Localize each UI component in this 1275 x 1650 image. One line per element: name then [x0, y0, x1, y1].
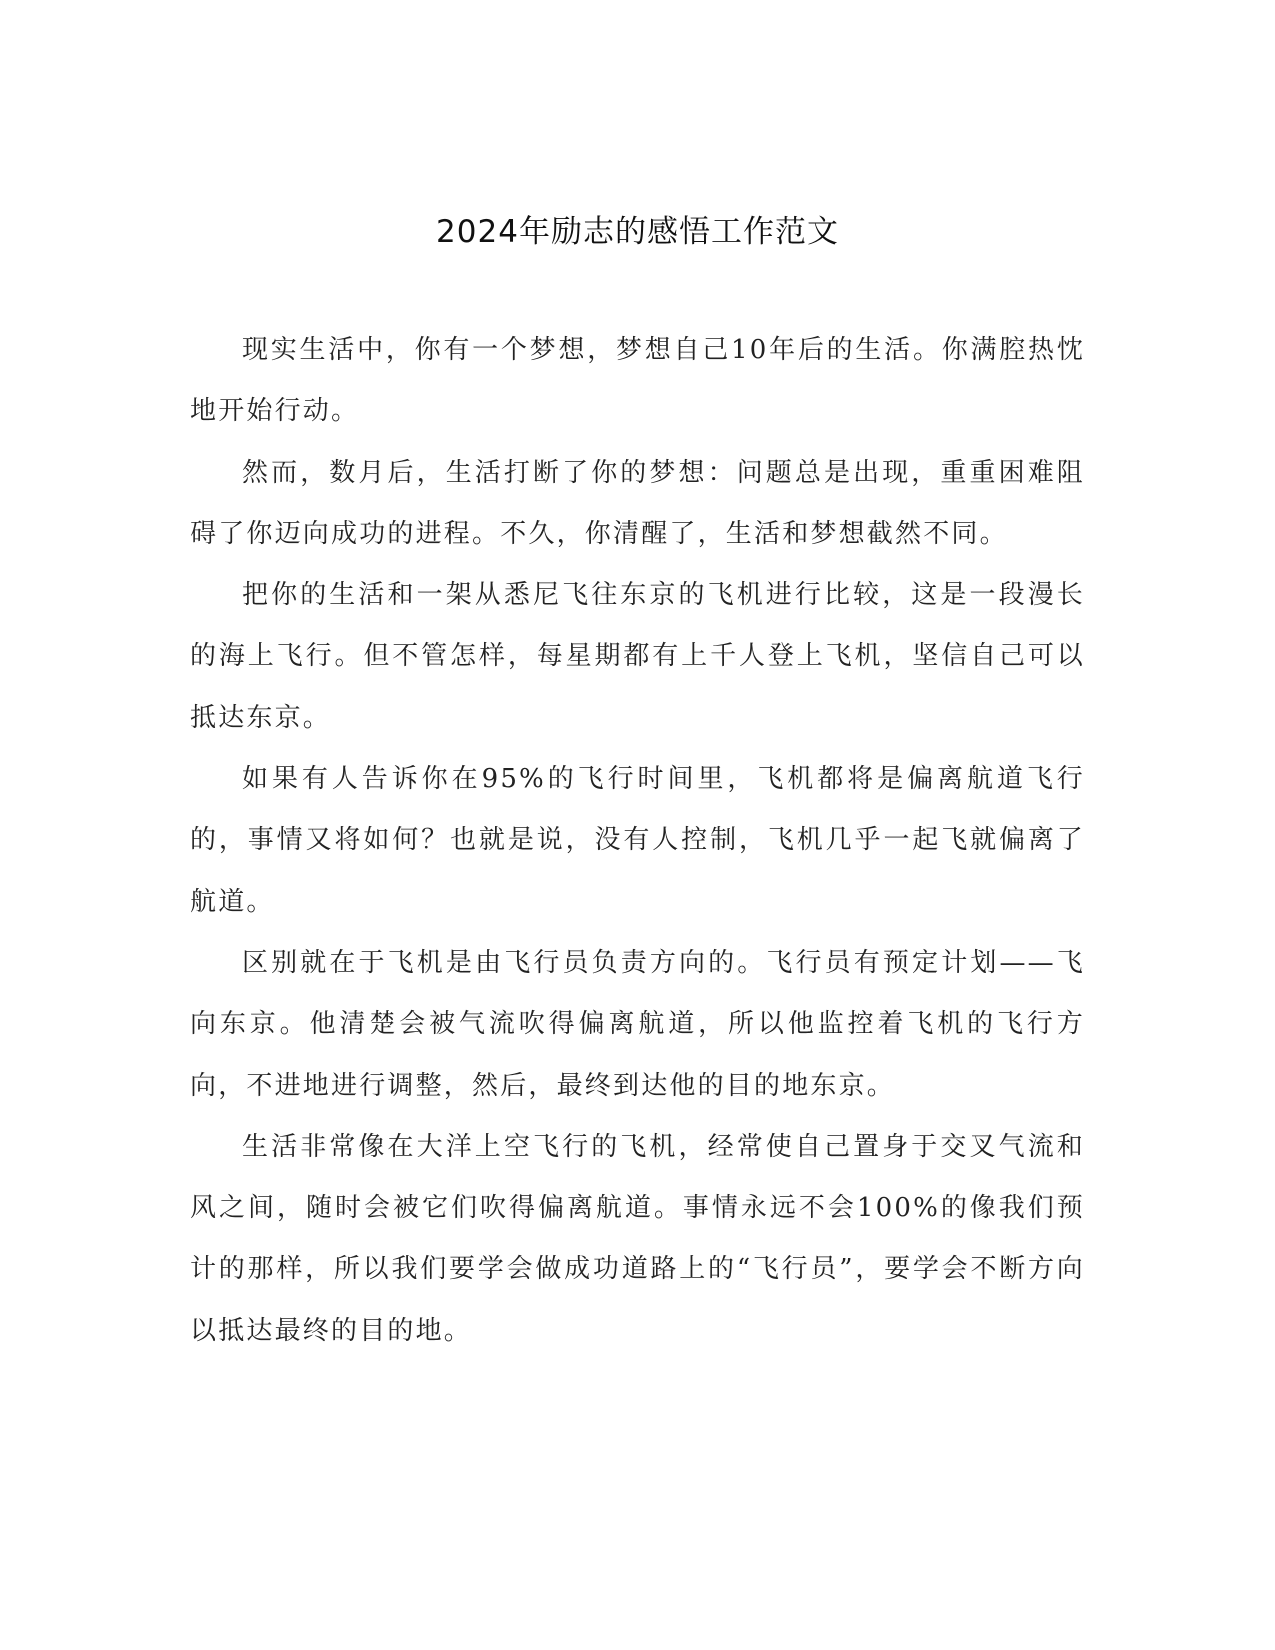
paragraph-1: 现实生活中，你有一个梦想，梦想自己10年后的生活。你满腔热忱地开始行动。: [190, 335, 1085, 427]
document-body: [190, 320, 1085, 1362]
paragraph-5: 区别就在于飞机是由飞行员负责方向的。飞行员有预定计划——飞向东京。他清楚会被气流吹得偏离航道，所以他监控着飞机的飞行方向，不进地进行调整，然后，最终到达他的目的地东京。: [190, 947, 1085, 1101]
paragraph-2: 然而，数月后，生活打断了你的梦想：问题总是出现，重重困难阻碍了你迈向成功的进程。不久，你清醒了，生活和梦想截然不同。: [190, 457, 1085, 549]
paragraph-6: 生活非常像在大洋上空飞行的飞机，经常使自己置身于交叉气流和风之间，随时会被它们吹得偏离航道。事情永远不会100%的像我们预计的那样，所以我们要学会做成功道路上的“飞行员”，要学会不断方向以抵达最终的目的地。: [190, 1131, 1085, 1346]
paragraph-3: 把你的生活和一架从悉尼飞往东京的飞机进行比较，这是一段漫长的海上飞行。但不管怎样，每星期都有上千人登上飞机，坚信自己可以抵达东京。: [190, 580, 1085, 733]
paragraph-4: 如果有人告诉你在95%的飞行时间里，飞机都将是偏离航道飞行的，事情又将如何？也就是说，没有人控制，飞机几乎一起飞就偏离了航道。: [190, 764, 1085, 917]
document-title: 2024年励志的感悟工作范文: [436, 214, 839, 250]
